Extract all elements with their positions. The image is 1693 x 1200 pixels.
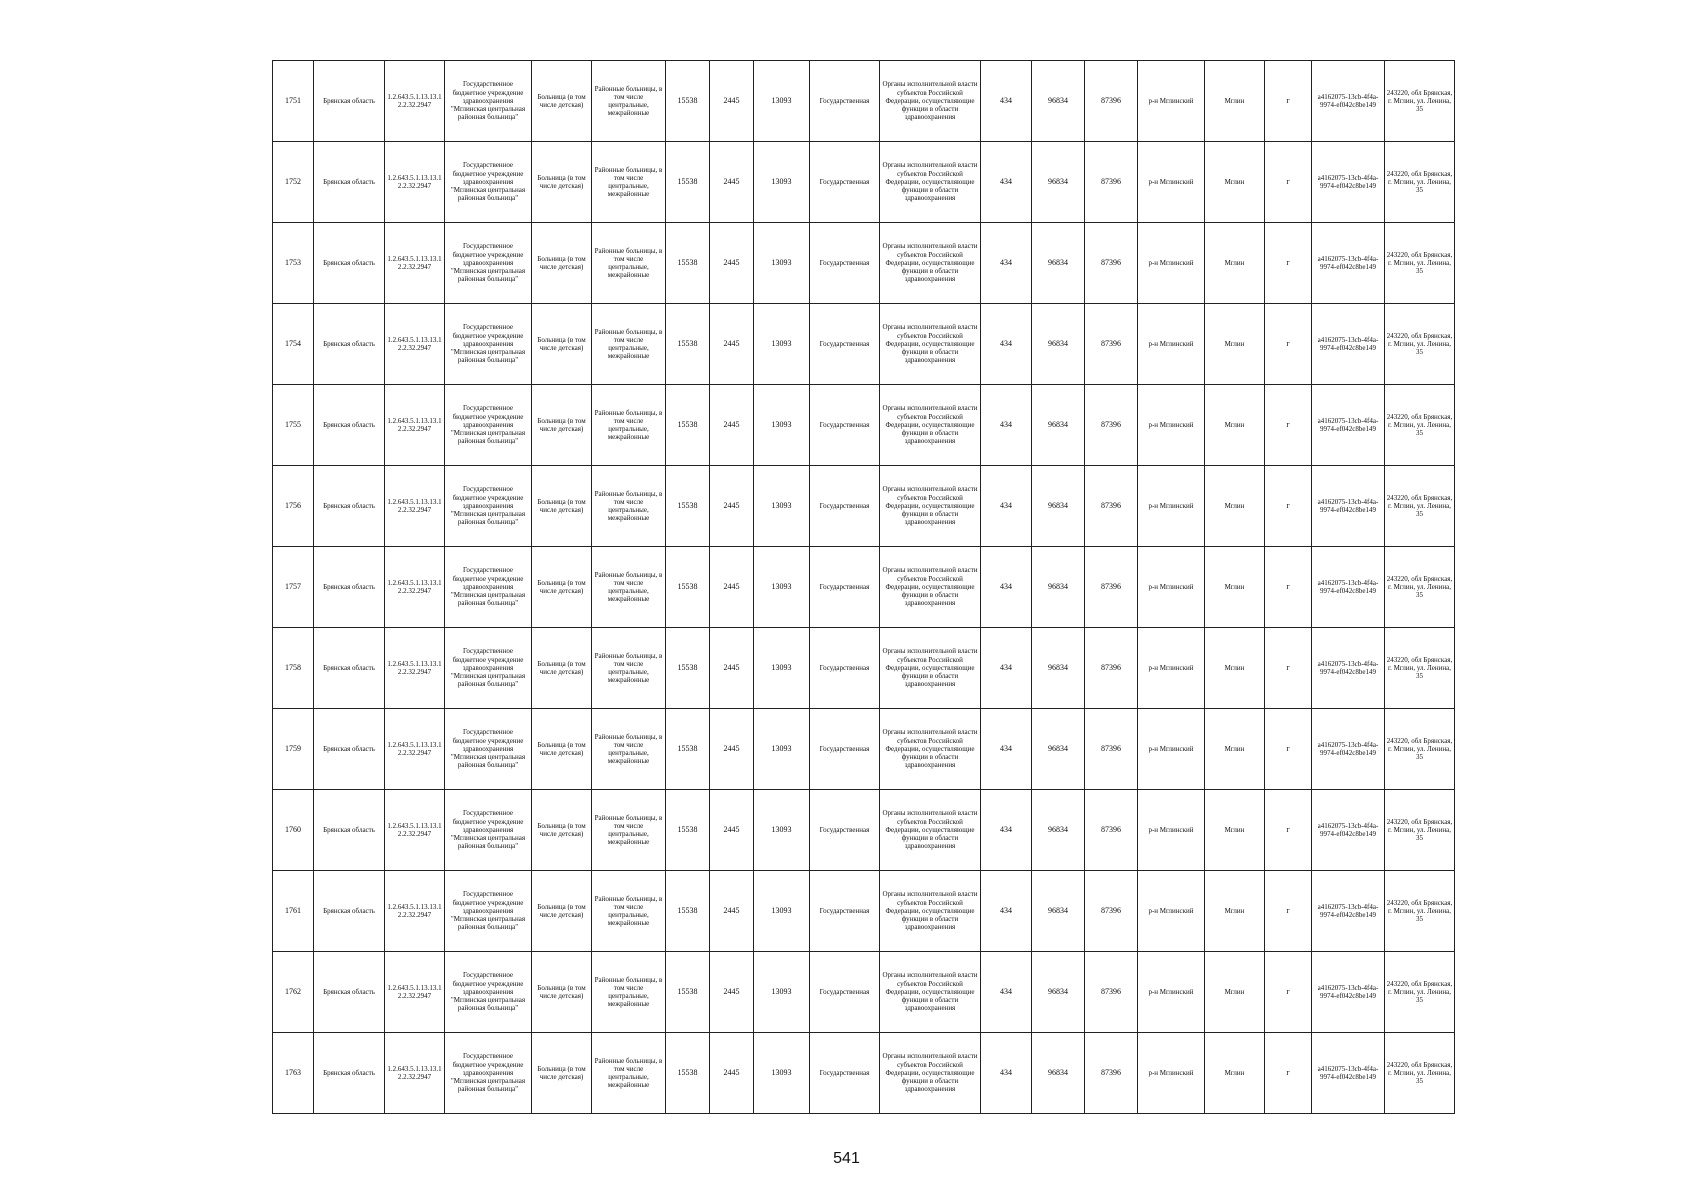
city-cell: Мглин	[1205, 871, 1265, 952]
value-1-cell: 15538	[666, 952, 710, 1033]
guid-cell: a4162075-13cb-4f4a-9974-ef042c8be149	[1312, 223, 1385, 304]
oid-code-cell: 1.2.643.5.1.13.13.12.2.32.2947	[385, 142, 445, 223]
organization-name-cell: Государственное бюджетное учреждение здравоохранения "Мглинская центральная районная больница"	[445, 790, 532, 871]
count-3-cell: 87396	[1085, 952, 1138, 1033]
table-row	[273, 466, 1455, 547]
count-1-cell: 434	[981, 709, 1032, 790]
row-number-cell: 1758	[273, 628, 314, 709]
facility-subkind-cell: Районные больницы, в том числе центральные, межрайонные	[592, 709, 666, 790]
table-row	[273, 223, 1455, 304]
organization-name-cell: Государственное бюджетное учреждение здравоохранения "Мглинская центральная районная больница"	[445, 1033, 532, 1114]
ownership-form-cell: Государственная	[810, 628, 880, 709]
count-2-cell: 96834	[1032, 790, 1085, 871]
authority-cell: Органы исполнительной власти субъектов Российской Федерации, осуществляющие функции в области здравоохранения	[880, 547, 981, 628]
value-3-cell: 13093	[754, 952, 810, 1033]
address-cell: 243220, обл Брянская, г. Мглин, ул. Ленина, 35	[1385, 61, 1455, 142]
address-cell: 243220, обл Брянская, г. Мглин, ул. Ленина, 35	[1385, 223, 1455, 304]
ownership-form-cell: Государственная	[810, 709, 880, 790]
count-2-cell: 96834	[1032, 142, 1085, 223]
organization-name-cell: Государственное бюджетное учреждение здравоохранения "Мглинская центральная районная больница"	[445, 466, 532, 547]
count-3-cell: 87396	[1085, 709, 1138, 790]
value-3-cell: 13093	[754, 1033, 810, 1114]
district-cell: р-н Мглинский	[1138, 709, 1205, 790]
table-row	[273, 142, 1455, 223]
region-cell: Брянская область	[314, 223, 385, 304]
value-2-cell: 2445	[710, 1033, 754, 1114]
count-3-cell: 87396	[1085, 304, 1138, 385]
count-1-cell: 434	[981, 466, 1032, 547]
settlement-type-cell: г	[1265, 871, 1312, 952]
facility-subkind-cell: Районные больницы, в том числе центральные, межрайонные	[592, 142, 666, 223]
count-3-cell: 87396	[1085, 61, 1138, 142]
count-2-cell: 96834	[1032, 466, 1085, 547]
facility-kind-cell: Больница (в том числе детская)	[532, 466, 592, 547]
facility-kind-cell: Больница (в том числе детская)	[532, 142, 592, 223]
value-2-cell: 2445	[710, 871, 754, 952]
count-1-cell: 434	[981, 628, 1032, 709]
organization-name-cell: Государственное бюджетное учреждение здравоохранения "Мглинская центральная районная больница"	[445, 952, 532, 1033]
guid-cell: a4162075-13cb-4f4a-9974-ef042c8be149	[1312, 628, 1385, 709]
authority-cell: Органы исполнительной власти субъектов Российской Федерации, осуществляющие функции в области здравоохранения	[880, 871, 981, 952]
row-number-cell: 1752	[273, 142, 314, 223]
count-2-cell: 96834	[1032, 709, 1085, 790]
row-number-cell: 1760	[273, 790, 314, 871]
row-number-cell: 1762	[273, 952, 314, 1033]
district-cell: р-н Мглинский	[1138, 223, 1205, 304]
region-cell: Брянская область	[314, 1033, 385, 1114]
count-1-cell: 434	[981, 547, 1032, 628]
authority-cell: Органы исполнительной власти субъектов Российской Федерации, осуществляющие функции в области здравоохранения	[880, 466, 981, 547]
facility-kind-cell: Больница (в том числе детская)	[532, 304, 592, 385]
guid-cell: a4162075-13cb-4f4a-9974-ef042c8be149	[1312, 547, 1385, 628]
value-3-cell: 13093	[754, 385, 810, 466]
organization-name-cell: Государственное бюджетное учреждение здравоохранения "Мглинская центральная районная больница"	[445, 385, 532, 466]
count-3-cell: 87396	[1085, 628, 1138, 709]
value-3-cell: 13093	[754, 466, 810, 547]
authority-cell: Органы исполнительной власти субъектов Российской Федерации, осуществляющие функции в области здравоохранения	[880, 304, 981, 385]
facility-subkind-cell: Районные больницы, в том числе центральные, межрайонные	[592, 547, 666, 628]
ownership-form-cell: Государственная	[810, 142, 880, 223]
oid-code-cell: 1.2.643.5.1.13.13.12.2.32.2947	[385, 547, 445, 628]
facility-subkind-cell: Районные больницы, в том числе центральные, межрайонные	[592, 223, 666, 304]
settlement-type-cell: г	[1265, 142, 1312, 223]
oid-code-cell: 1.2.643.5.1.13.13.12.2.32.2947	[385, 709, 445, 790]
city-cell: Мглин	[1205, 709, 1265, 790]
count-2-cell: 96834	[1032, 1033, 1085, 1114]
address-cell: 243220, обл Брянская, г. Мглин, ул. Ленина, 35	[1385, 952, 1455, 1033]
address-cell: 243220, обл Брянская, г. Мглин, ул. Ленина, 35	[1385, 871, 1455, 952]
district-cell: р-н Мглинский	[1138, 952, 1205, 1033]
value-2-cell: 2445	[710, 385, 754, 466]
city-cell: Мглин	[1205, 466, 1265, 547]
value-3-cell: 13093	[754, 871, 810, 952]
ownership-form-cell: Государственная	[810, 304, 880, 385]
count-3-cell: 87396	[1085, 790, 1138, 871]
value-3-cell: 13093	[754, 142, 810, 223]
value-3-cell: 13093	[754, 61, 810, 142]
address-cell: 243220, обл Брянская, г. Мглин, ул. Ленина, 35	[1385, 304, 1455, 385]
page-number: 541	[833, 1150, 860, 1167]
oid-code-cell: 1.2.643.5.1.13.13.12.2.32.2947	[385, 1033, 445, 1114]
settlement-type-cell: г	[1265, 547, 1312, 628]
city-cell: Мглин	[1205, 385, 1265, 466]
settlement-type-cell: г	[1265, 223, 1312, 304]
value-3-cell: 13093	[754, 628, 810, 709]
row-number-cell: 1761	[273, 871, 314, 952]
value-2-cell: 2445	[710, 952, 754, 1033]
authority-cell: Органы исполнительной власти субъектов Российской Федерации, осуществляющие функции в области здравоохранения	[880, 385, 981, 466]
authority-cell: Органы исполнительной власти субъектов Российской Федерации, осуществляющие функции в области здравоохранения	[880, 223, 981, 304]
count-3-cell: 87396	[1085, 223, 1138, 304]
region-cell: Брянская область	[314, 952, 385, 1033]
address-cell: 243220, обл Брянская, г. Мглин, ул. Ленина, 35	[1385, 142, 1455, 223]
value-1-cell: 15538	[666, 790, 710, 871]
facility-subkind-cell: Районные больницы, в том числе центральные, межрайонные	[592, 790, 666, 871]
row-number-cell: 1753	[273, 223, 314, 304]
address-cell: 243220, обл Брянская, г. Мглин, ул. Ленина, 35	[1385, 628, 1455, 709]
value-1-cell: 15538	[666, 871, 710, 952]
district-cell: р-н Мглинский	[1138, 466, 1205, 547]
row-number-cell: 1755	[273, 385, 314, 466]
facility-subkind-cell: Районные больницы, в том числе центральные, межрайонные	[592, 871, 666, 952]
count-2-cell: 96834	[1032, 547, 1085, 628]
district-cell: р-н Мглинский	[1138, 790, 1205, 871]
value-2-cell: 2445	[710, 547, 754, 628]
count-1-cell: 434	[981, 871, 1032, 952]
guid-cell: a4162075-13cb-4f4a-9974-ef042c8be149	[1312, 61, 1385, 142]
address-cell: 243220, обл Брянская, г. Мглин, ул. Ленина, 35	[1385, 466, 1455, 547]
organization-name-cell: Государственное бюджетное учреждение здравоохранения "Мглинская центральная районная больница"	[445, 142, 532, 223]
authority-cell: Органы исполнительной власти субъектов Российской Федерации, осуществляющие функции в области здравоохранения	[880, 790, 981, 871]
count-3-cell: 87396	[1085, 142, 1138, 223]
guid-cell: a4162075-13cb-4f4a-9974-ef042c8be149	[1312, 466, 1385, 547]
region-cell: Брянская область	[314, 466, 385, 547]
settlement-type-cell: г	[1265, 61, 1312, 142]
city-cell: Мглин	[1205, 790, 1265, 871]
district-cell: р-н Мглинский	[1138, 61, 1205, 142]
oid-code-cell: 1.2.643.5.1.13.13.12.2.32.2947	[385, 223, 445, 304]
city-cell: Мглин	[1205, 61, 1265, 142]
oid-code-cell: 1.2.643.5.1.13.13.12.2.32.2947	[385, 790, 445, 871]
count-1-cell: 434	[981, 952, 1032, 1033]
facility-subkind-cell: Районные больницы, в том числе центральные, межрайонные	[592, 385, 666, 466]
count-1-cell: 434	[981, 385, 1032, 466]
table-row	[273, 628, 1455, 709]
value-3-cell: 13093	[754, 304, 810, 385]
value-2-cell: 2445	[710, 790, 754, 871]
settlement-type-cell: г	[1265, 790, 1312, 871]
organization-name-cell: Государственное бюджетное учреждение здравоохранения "Мглинская центральная районная больница"	[445, 223, 532, 304]
region-cell: Брянская область	[314, 628, 385, 709]
oid-code-cell: 1.2.643.5.1.13.13.12.2.32.2947	[385, 466, 445, 547]
authority-cell: Органы исполнительной власти субъектов Российской Федерации, осуществляющие функции в области здравоохранения	[880, 1033, 981, 1114]
city-cell: Мглин	[1205, 952, 1265, 1033]
count-1-cell: 434	[981, 223, 1032, 304]
count-2-cell: 96834	[1032, 61, 1085, 142]
settlement-type-cell: г	[1265, 1033, 1312, 1114]
oid-code-cell: 1.2.643.5.1.13.13.12.2.32.2947	[385, 871, 445, 952]
settlement-type-cell: г	[1265, 466, 1312, 547]
oid-code-cell: 1.2.643.5.1.13.13.12.2.32.2947	[385, 385, 445, 466]
value-1-cell: 15538	[666, 1033, 710, 1114]
facility-kind-cell: Больница (в том числе детская)	[532, 547, 592, 628]
ownership-form-cell: Государственная	[810, 61, 880, 142]
registry-table	[272, 60, 1455, 1114]
value-2-cell: 2445	[710, 304, 754, 385]
guid-cell: a4162075-13cb-4f4a-9974-ef042c8be149	[1312, 709, 1385, 790]
ownership-form-cell: Государственная	[810, 547, 880, 628]
value-2-cell: 2445	[710, 628, 754, 709]
guid-cell: a4162075-13cb-4f4a-9974-ef042c8be149	[1312, 871, 1385, 952]
count-1-cell: 434	[981, 790, 1032, 871]
row-number-cell: 1751	[273, 61, 314, 142]
ownership-form-cell: Государственная	[810, 1033, 880, 1114]
value-3-cell: 13093	[754, 223, 810, 304]
table-row	[273, 871, 1455, 952]
value-2-cell: 2445	[710, 466, 754, 547]
ownership-form-cell: Государственная	[810, 466, 880, 547]
count-1-cell: 434	[981, 61, 1032, 142]
row-number-cell: 1759	[273, 709, 314, 790]
district-cell: р-н Мглинский	[1138, 547, 1205, 628]
organization-name-cell: Государственное бюджетное учреждение здравоохранения "Мглинская центральная районная больница"	[445, 871, 532, 952]
value-2-cell: 2445	[710, 61, 754, 142]
address-cell: 243220, обл Брянская, г. Мглин, ул. Ленина, 35	[1385, 709, 1455, 790]
oid-code-cell: 1.2.643.5.1.13.13.12.2.32.2947	[385, 952, 445, 1033]
district-cell: р-н Мглинский	[1138, 385, 1205, 466]
guid-cell: a4162075-13cb-4f4a-9974-ef042c8be149	[1312, 142, 1385, 223]
count-1-cell: 434	[981, 304, 1032, 385]
address-cell: 243220, обл Брянская, г. Мглин, ул. Ленина, 35	[1385, 1033, 1455, 1114]
count-3-cell: 87396	[1085, 1033, 1138, 1114]
row-number-cell: 1754	[273, 304, 314, 385]
facility-kind-cell: Больница (в том числе детская)	[532, 790, 592, 871]
district-cell: р-н Мглинский	[1138, 871, 1205, 952]
guid-cell: a4162075-13cb-4f4a-9974-ef042c8be149	[1312, 952, 1385, 1033]
facility-kind-cell: Больница (в том числе детская)	[532, 628, 592, 709]
address-cell: 243220, обл Брянская, г. Мглин, ул. Ленина, 35	[1385, 790, 1455, 871]
row-number-cell: 1763	[273, 1033, 314, 1114]
value-1-cell: 15538	[666, 628, 710, 709]
facility-subkind-cell: Районные больницы, в том числе центральные, межрайонные	[592, 952, 666, 1033]
organization-name-cell: Государственное бюджетное учреждение здравоохранения "Мглинская центральная районная больница"	[445, 61, 532, 142]
ownership-form-cell: Государственная	[810, 952, 880, 1033]
table-row	[273, 304, 1455, 385]
count-3-cell: 87396	[1085, 871, 1138, 952]
ownership-form-cell: Государственная	[810, 385, 880, 466]
guid-cell: a4162075-13cb-4f4a-9974-ef042c8be149	[1312, 790, 1385, 871]
table-row	[273, 61, 1455, 142]
count-3-cell: 87396	[1085, 385, 1138, 466]
region-cell: Брянская область	[314, 547, 385, 628]
organization-name-cell: Государственное бюджетное учреждение здравоохранения "Мглинская центральная районная больница"	[445, 709, 532, 790]
facility-kind-cell: Больница (в том числе детская)	[532, 385, 592, 466]
settlement-type-cell: г	[1265, 952, 1312, 1033]
table-row	[273, 790, 1455, 871]
authority-cell: Органы исполнительной власти субъектов Российской Федерации, осуществляющие функции в области здравоохранения	[880, 628, 981, 709]
table-row	[273, 952, 1455, 1033]
table-row	[273, 709, 1455, 790]
region-cell: Брянская область	[314, 709, 385, 790]
value-1-cell: 15538	[666, 709, 710, 790]
facility-kind-cell: Больница (в том числе детская)	[532, 1033, 592, 1114]
facility-subkind-cell: Районные больницы, в том числе центральные, межрайонные	[592, 466, 666, 547]
facility-kind-cell: Больница (в том числе детская)	[532, 709, 592, 790]
count-2-cell: 96834	[1032, 385, 1085, 466]
guid-cell: a4162075-13cb-4f4a-9974-ef042c8be149	[1312, 1033, 1385, 1114]
table-row	[273, 547, 1455, 628]
region-cell: Брянская область	[314, 61, 385, 142]
facility-subkind-cell: Районные больницы, в том числе центральные, межрайонные	[592, 1033, 666, 1114]
guid-cell: a4162075-13cb-4f4a-9974-ef042c8be149	[1312, 304, 1385, 385]
row-number-cell: 1757	[273, 547, 314, 628]
count-1-cell: 434	[981, 142, 1032, 223]
value-1-cell: 15538	[666, 223, 710, 304]
value-1-cell: 15538	[666, 61, 710, 142]
count-2-cell: 96834	[1032, 952, 1085, 1033]
settlement-type-cell: г	[1265, 385, 1312, 466]
table-row	[273, 385, 1455, 466]
count-2-cell: 96834	[1032, 304, 1085, 385]
oid-code-cell: 1.2.643.5.1.13.13.12.2.32.2947	[385, 304, 445, 385]
facility-subkind-cell: Районные больницы, в том числе центральные, межрайонные	[592, 61, 666, 142]
oid-code-cell: 1.2.643.5.1.13.13.12.2.32.2947	[385, 61, 445, 142]
facility-kind-cell: Больница (в том числе детская)	[532, 871, 592, 952]
region-cell: Брянская область	[314, 142, 385, 223]
value-3-cell: 13093	[754, 709, 810, 790]
address-cell: 243220, обл Брянская, г. Мглин, ул. Ленина, 35	[1385, 385, 1455, 466]
oid-code-cell: 1.2.643.5.1.13.13.12.2.32.2947	[385, 628, 445, 709]
count-1-cell: 434	[981, 1033, 1032, 1114]
value-1-cell: 15538	[666, 304, 710, 385]
authority-cell: Органы исполнительной власти субъектов Российской Федерации, осуществляющие функции в области здравоохранения	[880, 61, 981, 142]
settlement-type-cell: г	[1265, 304, 1312, 385]
count-2-cell: 96834	[1032, 628, 1085, 709]
ownership-form-cell: Государственная	[810, 790, 880, 871]
region-cell: Брянская область	[314, 385, 385, 466]
facility-kind-cell: Больница (в том числе детская)	[532, 952, 592, 1033]
count-3-cell: 87396	[1085, 466, 1138, 547]
organization-name-cell: Государственное бюджетное учреждение здравоохранения "Мглинская центральная районная больница"	[445, 304, 532, 385]
region-cell: Брянская область	[314, 871, 385, 952]
district-cell: р-н Мглинский	[1138, 142, 1205, 223]
guid-cell: a4162075-13cb-4f4a-9974-ef042c8be149	[1312, 385, 1385, 466]
value-1-cell: 15538	[666, 385, 710, 466]
count-3-cell: 87396	[1085, 547, 1138, 628]
facility-subkind-cell: Районные больницы, в том числе центральные, межрайонные	[592, 628, 666, 709]
value-1-cell: 15538	[666, 466, 710, 547]
city-cell: Мглин	[1205, 628, 1265, 709]
city-cell: Мглин	[1205, 223, 1265, 304]
count-2-cell: 96834	[1032, 871, 1085, 952]
ownership-form-cell: Государственная	[810, 871, 880, 952]
city-cell: Мглин	[1205, 1033, 1265, 1114]
ownership-form-cell: Государственная	[810, 223, 880, 304]
facility-kind-cell: Больница (в том числе детская)	[532, 61, 592, 142]
value-1-cell: 15538	[666, 142, 710, 223]
city-cell: Мглин	[1205, 142, 1265, 223]
value-2-cell: 2445	[710, 709, 754, 790]
value-3-cell: 13093	[754, 547, 810, 628]
district-cell: р-н Мглинский	[1138, 304, 1205, 385]
row-number-cell: 1756	[273, 466, 314, 547]
authority-cell: Органы исполнительной власти субъектов Российской Федерации, осуществляющие функции в области здравоохранения	[880, 709, 981, 790]
district-cell: р-н Мглинский	[1138, 628, 1205, 709]
count-2-cell: 96834	[1032, 223, 1085, 304]
value-2-cell: 2445	[710, 142, 754, 223]
table-row	[273, 1033, 1455, 1114]
table-body	[273, 61, 1455, 1114]
address-cell: 243220, обл Брянская, г. Мглин, ул. Ленина, 35	[1385, 547, 1455, 628]
organization-name-cell: Государственное бюджетное учреждение здравоохранения "Мглинская центральная районная больница"	[445, 547, 532, 628]
value-2-cell: 2445	[710, 223, 754, 304]
facility-subkind-cell: Районные больницы, в том числе центральные, межрайонные	[592, 304, 666, 385]
value-3-cell: 13093	[754, 790, 810, 871]
value-1-cell: 15538	[666, 547, 710, 628]
city-cell: Мглин	[1205, 547, 1265, 628]
city-cell: Мглин	[1205, 304, 1265, 385]
district-cell: р-н Мглинский	[1138, 1033, 1205, 1114]
settlement-type-cell: г	[1265, 709, 1312, 790]
region-cell: Брянская область	[314, 790, 385, 871]
authority-cell: Органы исполнительной власти субъектов Российской Федерации, осуществляющие функции в области здравоохранения	[880, 142, 981, 223]
facility-kind-cell: Больница (в том числе детская)	[532, 223, 592, 304]
region-cell: Брянская область	[314, 304, 385, 385]
settlement-type-cell: г	[1265, 628, 1312, 709]
organization-name-cell: Государственное бюджетное учреждение здравоохранения "Мглинская центральная районная больница"	[445, 628, 532, 709]
authority-cell: Органы исполнительной власти субъектов Российской Федерации, осуществляющие функции в области здравоохранения	[880, 952, 981, 1033]
